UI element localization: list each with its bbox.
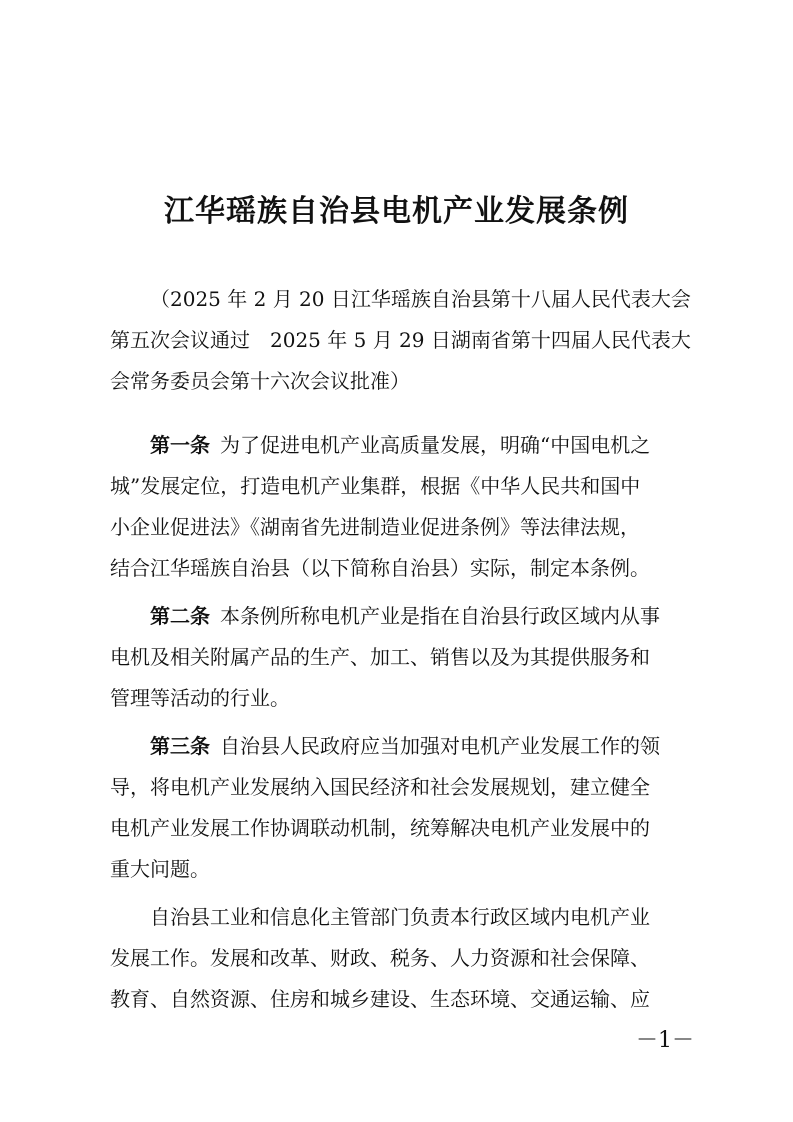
document-body [110,425,693,1020]
article-text-line: 电机及相关附属产品的生产、加工、销售以及为其提供服务和 [110,645,650,669]
adoption-note [110,279,693,402]
paragraph-first-line: 自治县工业和信息化主管部门负责本行政区域内电机产业 [150,905,650,929]
paragraph-text-line: 教育、自然资源、住房和城乡建设、生态环境、交通运输、应 [110,987,650,1011]
article-text: 本条例所称电机产业是指在自治县行政区域内从事 [220,604,660,628]
document-title: 江华瑶族自治县电机产业发展条例 [164,194,629,229]
article-label: 第二条 [150,604,210,628]
article-text-line: 小企业促进法》《湖南省先进制造业促进条例》等法律法规， [110,515,640,539]
article-text-line: 重大问题。 [110,857,210,881]
paragraph-gap [110,890,693,897]
article-2 [110,596,693,719]
article-first-line [110,726,693,767]
article-1 [110,425,693,589]
adoption-note-line: 第五次会议通过 2025 年 5 月 29 日湖南省第十四届人民代表大 [110,328,691,352]
article-text-line: 电机产业发展工作协调联动机制，统筹解决电机产业发展中的 [110,816,650,840]
article-text: 为了促进电机产业高质量发展，明确“中国电机之 [220,433,651,457]
article-label: 第三条 [150,734,210,758]
paragraph-text-line: 发展工作。发展和改革、财政、税务、人力资源和社会保障、 [110,946,650,970]
paragraph-gap [110,589,693,596]
article-text-line: 城”发展定位，打造电机产业集群，根据《中华人民共和国中 [110,474,641,498]
article-3 [110,726,693,890]
article-text-line: 导，将电机产业发展纳入国民经济和社会发展规划，建立健全 [110,775,650,799]
article-label: 第一条 [150,433,210,457]
article-3-paragraph-2 [110,897,693,1020]
article-first-line [110,425,693,466]
adoption-note-line: （2025 年 2 月 20 日江华瑶族自治县第十八届人民代表大会 [150,287,691,311]
article-text: 自治县人民政府应当加强对电机产业发展工作的领 [220,734,660,758]
article-text-line: 结合江华瑶族自治县（以下简称自治县）实际，制定本条例。 [110,556,650,580]
article-first-line [110,596,693,637]
page-number: －1－ [636,1028,694,1053]
paragraph-gap [110,719,693,726]
article-text-line: 管理等活动的行业。 [110,686,290,710]
adoption-note-line: 会常务委员会第十六次会议批准） [110,369,410,393]
